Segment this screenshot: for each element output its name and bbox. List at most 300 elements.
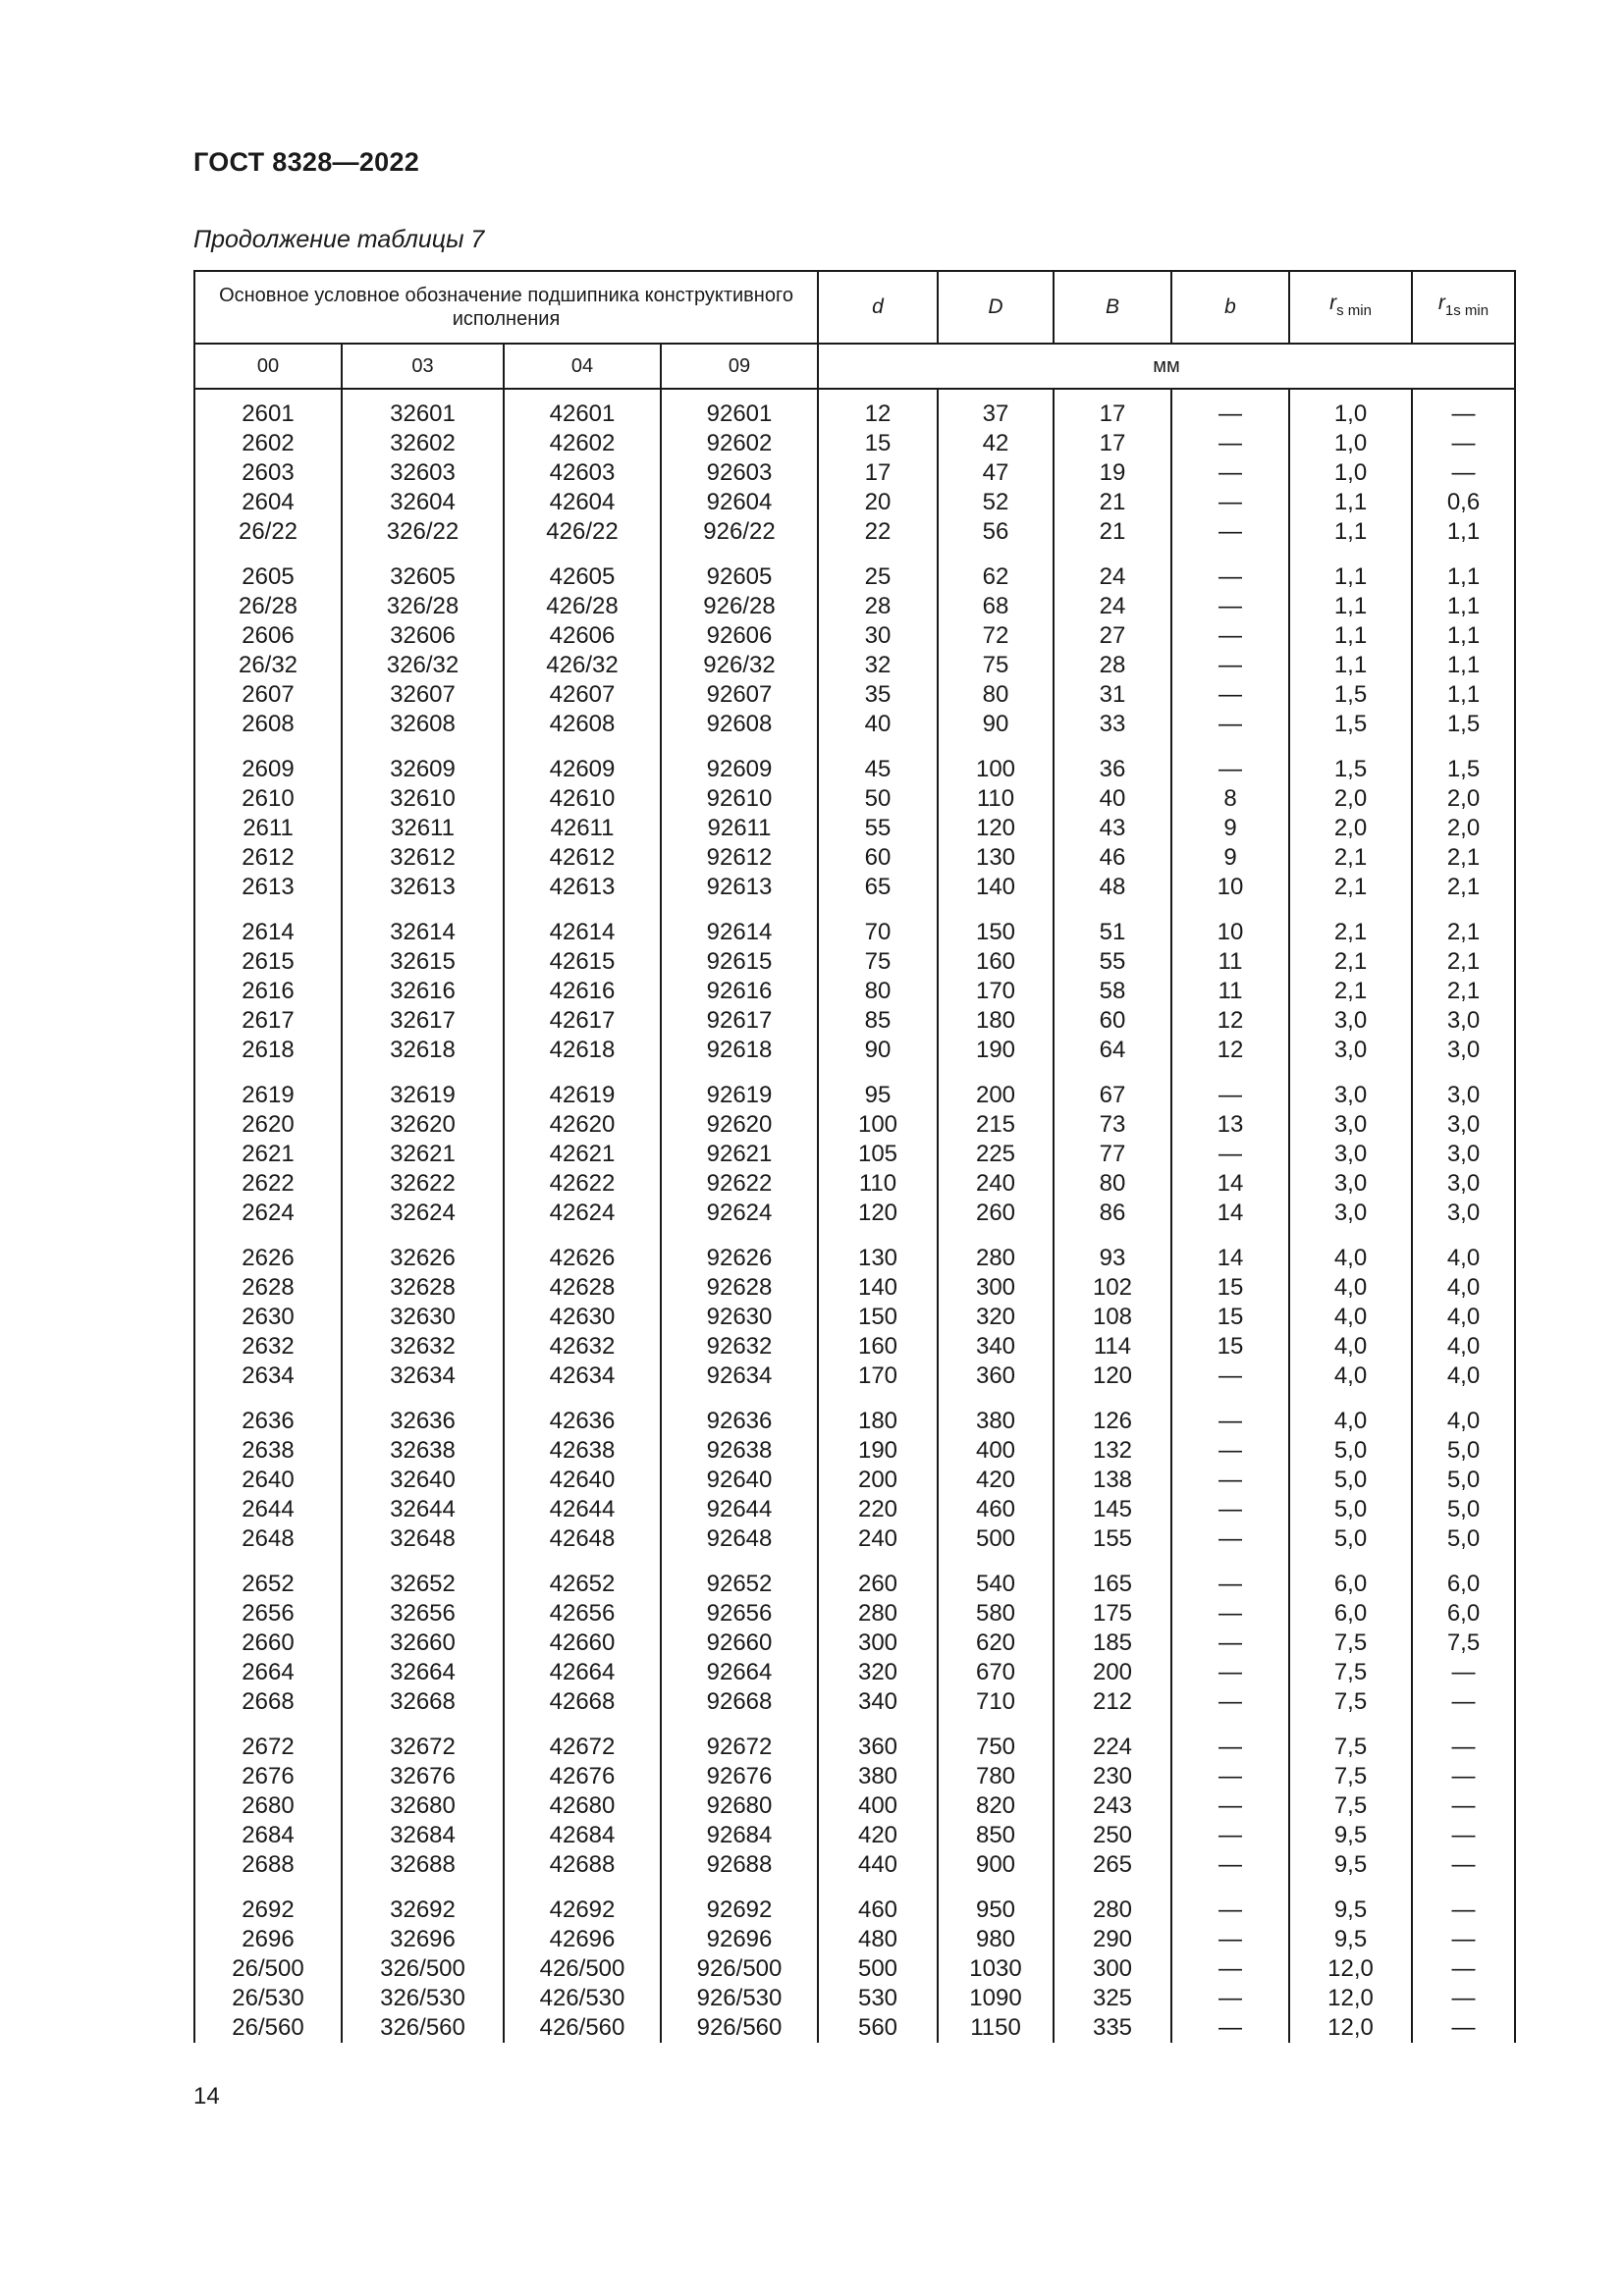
col-d-cell: 25 <box>818 562 938 592</box>
col-04-cell: 42608 <box>504 710 661 739</box>
col-09-cell: 92622 <box>661 1169 818 1199</box>
col-09-cell: 92617 <box>661 1006 818 1036</box>
col-09-cell: 92609 <box>661 755 818 784</box>
col-d-cell: 17 <box>818 458 938 488</box>
col-r1s-min-cell: — <box>1412 1687 1515 1717</box>
col-b-cell: — <box>1171 400 1289 429</box>
col-03-cell: 32607 <box>342 680 504 710</box>
col-r1s-min-cell: 2,1 <box>1412 947 1515 977</box>
table-row <box>194 1850 1515 1880</box>
col-r1s-min-cell: 3,0 <box>1412 1140 1515 1169</box>
table-row <box>194 1658 1515 1687</box>
col-03-cell: 32632 <box>342 1332 504 1362</box>
table-row <box>194 843 1515 873</box>
table-row <box>194 1733 1515 1762</box>
col-d-cell: 20 <box>818 488 938 517</box>
col-r1s-min-cell: 3,0 <box>1412 1081 1515 1110</box>
col-00-cell: 2602 <box>194 429 342 458</box>
table-row <box>194 592 1515 621</box>
col-b-cell: — <box>1171 1925 1289 1954</box>
table-body <box>194 389 1515 2043</box>
col-00-cell: 2609 <box>194 755 342 784</box>
table-row <box>194 2013 1515 2043</box>
col-04-cell: 42664 <box>504 1658 661 1687</box>
col-r1s-min-cell: 1,1 <box>1412 517 1515 547</box>
document-header: ГОСТ 8328—2022 <box>193 147 420 177</box>
col-b-cell: — <box>1171 1436 1289 1466</box>
col-00-cell: 2626 <box>194 1244 342 1273</box>
table-row <box>194 458 1515 488</box>
col-09-cell: 92648 <box>661 1524 818 1554</box>
col-rs-min-cell: 1,1 <box>1289 562 1412 592</box>
col-04-cell: 426/28 <box>504 592 661 621</box>
col-D-cell: 620 <box>938 1629 1054 1658</box>
col-09-cell: 92618 <box>661 1036 818 1065</box>
col-r1s-min-cell: 3,0 <box>1412 1169 1515 1199</box>
col-B-cell: 33 <box>1054 710 1171 739</box>
col-09-cell: 926/530 <box>661 1984 818 2013</box>
col-b-cell: — <box>1171 755 1289 784</box>
col-d-cell: 22 <box>818 517 938 547</box>
col-B-cell: 300 <box>1054 1954 1171 1984</box>
col-b-cell: — <box>1171 458 1289 488</box>
col-D-cell: 540 <box>938 1570 1054 1599</box>
col-d-cell: 75 <box>818 947 938 977</box>
col-B-cell: 80 <box>1054 1169 1171 1199</box>
col-rs-min-cell: 1,5 <box>1289 755 1412 784</box>
col-00-cell: 2636 <box>194 1407 342 1436</box>
col-rs-min-cell: 1,1 <box>1289 651 1412 680</box>
col-b-cell: — <box>1171 1762 1289 1791</box>
col-r1s-min-cell: 1,5 <box>1412 755 1515 784</box>
col-D-cell: 130 <box>938 843 1054 873</box>
col-04-cell: 42656 <box>504 1599 661 1629</box>
col-rs-min-cell: 9,5 <box>1289 1850 1412 1880</box>
table-row <box>194 1169 1515 1199</box>
table-row <box>194 1687 1515 1717</box>
col-D-cell: 320 <box>938 1303 1054 1332</box>
col-00-cell: 2664 <box>194 1658 342 1687</box>
col-03-cell: 32615 <box>342 947 504 977</box>
col-04-cell: 42612 <box>504 843 661 873</box>
col-04-cell: 42684 <box>504 1821 661 1850</box>
col-B-cell: 36 <box>1054 755 1171 784</box>
col-r1s-min-cell: 1,5 <box>1412 710 1515 739</box>
col-04-cell: 42603 <box>504 458 661 488</box>
col-d-cell: 150 <box>818 1303 938 1332</box>
table-row <box>194 400 1515 429</box>
col-04-cell: 42610 <box>504 784 661 814</box>
page-number: 14 <box>193 2083 220 2109</box>
col-r1s-min-cell: — <box>1412 1762 1515 1791</box>
col-B-cell: 175 <box>1054 1599 1171 1629</box>
col-r1s-min-cell: — <box>1412 1791 1515 1821</box>
col-r1s-min-cell: — <box>1412 1954 1515 1984</box>
col-09-cell: 926/500 <box>661 1954 818 1984</box>
col-04-cell: 42616 <box>504 977 661 1006</box>
col-b-cell: — <box>1171 1850 1289 1880</box>
col-00-cell: 2617 <box>194 1006 342 1036</box>
header-b: b <box>1171 271 1289 344</box>
col-rs-min-cell: 4,0 <box>1289 1332 1412 1362</box>
col-r1s-min-cell: — <box>1412 1821 1515 1850</box>
col-09-cell: 92603 <box>661 458 818 488</box>
col-00-cell: 2616 <box>194 977 342 1006</box>
table-row <box>194 1332 1515 1362</box>
col-rs-min-cell: 5,0 <box>1289 1466 1412 1495</box>
col-B-cell: 31 <box>1054 680 1171 710</box>
col-04-cell: 42688 <box>504 1850 661 1880</box>
col-B-cell: 19 <box>1054 458 1171 488</box>
col-D-cell: 280 <box>938 1244 1054 1273</box>
col-r1s-min-cell: 3,0 <box>1412 1110 1515 1140</box>
col-03-cell: 32660 <box>342 1629 504 1658</box>
col-D-cell: 200 <box>938 1081 1054 1110</box>
col-D-cell: 400 <box>938 1436 1054 1466</box>
col-03-cell: 32630 <box>342 1303 504 1332</box>
col-00-cell: 2640 <box>194 1466 342 1495</box>
col-d-cell: 85 <box>818 1006 938 1036</box>
table-row <box>194 1821 1515 1850</box>
col-b-cell: 11 <box>1171 947 1289 977</box>
col-rs-min-cell: 3,0 <box>1289 1006 1412 1036</box>
col-B-cell: 46 <box>1054 843 1171 873</box>
col-04-cell: 426/560 <box>504 2013 661 2043</box>
bearing-table <box>193 270 1516 2043</box>
col-00-cell: 2684 <box>194 1821 342 1850</box>
col-00-cell: 2692 <box>194 1896 342 1925</box>
col-04-cell: 42619 <box>504 1081 661 1110</box>
col-D-cell: 820 <box>938 1791 1054 1821</box>
col-09-cell: 92616 <box>661 977 818 1006</box>
col-04-cell: 42609 <box>504 755 661 784</box>
col-03-cell: 32652 <box>342 1570 504 1599</box>
table-row <box>194 1081 1515 1110</box>
col-00-cell: 2618 <box>194 1036 342 1065</box>
col-rs-min-cell: 3,0 <box>1289 1140 1412 1169</box>
col-09-cell: 92644 <box>661 1495 818 1524</box>
col-03-cell: 32612 <box>342 843 504 873</box>
col-04-cell: 42660 <box>504 1629 661 1658</box>
col-b-cell: — <box>1171 1140 1289 1169</box>
col-b-cell: — <box>1171 1362 1289 1391</box>
subheader-00: 00 <box>194 344 342 389</box>
col-d-cell: 140 <box>818 1273 938 1303</box>
col-03-cell: 32676 <box>342 1762 504 1791</box>
table-row <box>194 1407 1515 1436</box>
col-d-cell: 260 <box>818 1570 938 1599</box>
col-00-cell: 2668 <box>194 1687 342 1717</box>
table-row <box>194 784 1515 814</box>
col-09-cell: 926/22 <box>661 517 818 547</box>
col-D-cell: 150 <box>938 918 1054 947</box>
col-rs-min-cell: 7,5 <box>1289 1762 1412 1791</box>
designation-group-header: Основное условное обозначение подшипника конструктивного исполнения <box>194 271 818 344</box>
table-row <box>194 1036 1515 1065</box>
col-rs-min-cell: 1,1 <box>1289 592 1412 621</box>
col-D-cell: 900 <box>938 1850 1054 1880</box>
col-rs-min-cell: 1,5 <box>1289 680 1412 710</box>
col-rs-min-cell: 7,5 <box>1289 1658 1412 1687</box>
col-03-cell: 32618 <box>342 1036 504 1065</box>
col-09-cell: 92676 <box>661 1762 818 1791</box>
col-r1s-min-cell: — <box>1412 1850 1515 1880</box>
col-00-cell: 2601 <box>194 400 342 429</box>
col-rs-min-cell: 9,5 <box>1289 1821 1412 1850</box>
col-00-cell: 2696 <box>194 1925 342 1954</box>
col-09-cell: 92607 <box>661 680 818 710</box>
col-03-cell: 326/22 <box>342 517 504 547</box>
col-09-cell: 92684 <box>661 1821 818 1850</box>
col-04-cell: 42624 <box>504 1199 661 1228</box>
col-09-cell: 92668 <box>661 1687 818 1717</box>
col-b-cell: — <box>1171 1570 1289 1599</box>
col-04-cell: 42634 <box>504 1362 661 1391</box>
col-d-cell: 105 <box>818 1140 938 1169</box>
col-b-cell: — <box>1171 1791 1289 1821</box>
col-d-cell: 28 <box>818 592 938 621</box>
col-09-cell: 926/28 <box>661 592 818 621</box>
col-00-cell: 2606 <box>194 621 342 651</box>
col-r1s-min-cell: 4,0 <box>1412 1244 1515 1273</box>
col-r1s-min-cell: — <box>1412 1925 1515 1954</box>
col-09-cell: 92696 <box>661 1925 818 1954</box>
col-D-cell: 710 <box>938 1687 1054 1717</box>
table-row <box>194 977 1515 1006</box>
col-rs-min-cell: 2,0 <box>1289 784 1412 814</box>
col-03-cell: 32619 <box>342 1081 504 1110</box>
col-04-cell: 42614 <box>504 918 661 947</box>
col-D-cell: 52 <box>938 488 1054 517</box>
col-00-cell: 26/22 <box>194 517 342 547</box>
col-D-cell: 500 <box>938 1524 1054 1554</box>
col-09-cell: 92630 <box>661 1303 818 1332</box>
col-r1s-min-cell: 2,1 <box>1412 977 1515 1006</box>
col-d-cell: 65 <box>818 873 938 902</box>
col-04-cell: 42604 <box>504 488 661 517</box>
col-b-cell: — <box>1171 1524 1289 1554</box>
col-09-cell: 92656 <box>661 1599 818 1629</box>
col-09-cell: 92660 <box>661 1629 818 1658</box>
table-row <box>194 1954 1515 1984</box>
subheader-03: 03 <box>342 344 504 389</box>
col-b-cell: 9 <box>1171 843 1289 873</box>
col-B-cell: 138 <box>1054 1466 1171 1495</box>
col-r1s-min-cell: — <box>1412 1984 1515 2013</box>
col-00-cell: 2652 <box>194 1570 342 1599</box>
col-r1s-min-cell: — <box>1412 1658 1515 1687</box>
col-d-cell: 40 <box>818 710 938 739</box>
col-04-cell: 42630 <box>504 1303 661 1332</box>
col-D-cell: 170 <box>938 977 1054 1006</box>
table-row <box>194 1006 1515 1036</box>
col-D-cell: 340 <box>938 1332 1054 1362</box>
col-d-cell: 80 <box>818 977 938 1006</box>
col-04-cell: 42626 <box>504 1244 661 1273</box>
col-rs-min-cell: 2,1 <box>1289 977 1412 1006</box>
col-rs-min-cell: 12,0 <box>1289 1954 1412 1984</box>
col-b-cell: — <box>1171 710 1289 739</box>
col-09-cell: 92626 <box>661 1244 818 1273</box>
col-00-cell: 26/32 <box>194 651 342 680</box>
col-04-cell: 42605 <box>504 562 661 592</box>
col-B-cell: 145 <box>1054 1495 1171 1524</box>
col-09-cell: 92608 <box>661 710 818 739</box>
col-r1s-min-cell: 4,0 <box>1412 1332 1515 1362</box>
col-rs-min-cell: 12,0 <box>1289 1984 1412 2013</box>
col-b-cell: — <box>1171 488 1289 517</box>
table-row <box>194 1791 1515 1821</box>
col-04-cell: 42680 <box>504 1791 661 1821</box>
col-09-cell: 92664 <box>661 1658 818 1687</box>
col-d-cell: 240 <box>818 1524 938 1554</box>
col-B-cell: 73 <box>1054 1110 1171 1140</box>
col-rs-min-cell: 3,0 <box>1289 1169 1412 1199</box>
col-rs-min-cell: 3,0 <box>1289 1110 1412 1140</box>
col-r1s-min-cell: 1,1 <box>1412 680 1515 710</box>
table-row <box>194 680 1515 710</box>
col-B-cell: 120 <box>1054 1362 1171 1391</box>
col-rs-min-cell: 3,0 <box>1289 1199 1412 1228</box>
col-r1s-min-cell: 5,0 <box>1412 1466 1515 1495</box>
col-B-cell: 290 <box>1054 1925 1171 1954</box>
col-b-cell: — <box>1171 1407 1289 1436</box>
col-rs-min-cell: 1,0 <box>1289 429 1412 458</box>
col-09-cell: 92619 <box>661 1081 818 1110</box>
col-03-cell: 32638 <box>342 1436 504 1466</box>
col-D-cell: 140 <box>938 873 1054 902</box>
col-B-cell: 17 <box>1054 400 1171 429</box>
col-b-cell: 14 <box>1171 1199 1289 1228</box>
col-B-cell: 250 <box>1054 1821 1171 1850</box>
col-04-cell: 42696 <box>504 1925 661 1954</box>
col-09-cell: 92672 <box>661 1733 818 1762</box>
col-rs-min-cell: 2,1 <box>1289 873 1412 902</box>
col-09-cell: 92636 <box>661 1407 818 1436</box>
col-00-cell: 26/500 <box>194 1954 342 1984</box>
col-b-cell: — <box>1171 1466 1289 1495</box>
col-D-cell: 80 <box>938 680 1054 710</box>
col-rs-min-cell: 6,0 <box>1289 1599 1412 1629</box>
col-03-cell: 32609 <box>342 755 504 784</box>
col-b-cell: — <box>1171 517 1289 547</box>
col-09-cell: 92624 <box>661 1199 818 1228</box>
col-b-cell: — <box>1171 1495 1289 1524</box>
col-D-cell: 750 <box>938 1733 1054 1762</box>
col-03-cell: 32611 <box>342 814 504 843</box>
col-B-cell: 48 <box>1054 873 1171 902</box>
col-D-cell: 160 <box>938 947 1054 977</box>
col-d-cell: 180 <box>818 1407 938 1436</box>
col-09-cell: 92602 <box>661 429 818 458</box>
col-rs-min-cell: 7,5 <box>1289 1791 1412 1821</box>
col-03-cell: 32603 <box>342 458 504 488</box>
col-03-cell: 32636 <box>342 1407 504 1436</box>
col-r1s-min-cell: 2,0 <box>1412 784 1515 814</box>
col-b-cell: 15 <box>1171 1332 1289 1362</box>
col-04-cell: 42636 <box>504 1407 661 1436</box>
col-d-cell: 380 <box>818 1762 938 1791</box>
table-row <box>194 873 1515 902</box>
col-B-cell: 114 <box>1054 1332 1171 1362</box>
col-D-cell: 47 <box>938 458 1054 488</box>
col-B-cell: 21 <box>1054 517 1171 547</box>
col-D-cell: 68 <box>938 592 1054 621</box>
table-row <box>194 1896 1515 1925</box>
col-03-cell: 32640 <box>342 1466 504 1495</box>
col-B-cell: 28 <box>1054 651 1171 680</box>
col-d-cell: 70 <box>818 918 938 947</box>
col-b-cell: — <box>1171 2013 1289 2043</box>
col-b-cell: — <box>1171 1629 1289 1658</box>
col-09-cell: 92638 <box>661 1436 818 1466</box>
col-D-cell: 980 <box>938 1925 1054 1954</box>
col-03-cell: 326/500 <box>342 1954 504 1984</box>
col-B-cell: 243 <box>1054 1791 1171 1821</box>
col-rs-min-cell: 3,0 <box>1289 1036 1412 1065</box>
col-rs-min-cell: 1,5 <box>1289 710 1412 739</box>
col-B-cell: 325 <box>1054 1984 1171 2013</box>
col-00-cell: 2608 <box>194 710 342 739</box>
col-00-cell: 2612 <box>194 843 342 873</box>
col-09-cell: 92601 <box>661 400 818 429</box>
col-D-cell: 1030 <box>938 1954 1054 1984</box>
col-09-cell: 92620 <box>661 1110 818 1140</box>
col-00-cell: 2676 <box>194 1762 342 1791</box>
col-b-cell: — <box>1171 1984 1289 2013</box>
col-d-cell: 220 <box>818 1495 938 1524</box>
col-B-cell: 24 <box>1054 592 1171 621</box>
table-row <box>194 1599 1515 1629</box>
col-D-cell: 190 <box>938 1036 1054 1065</box>
col-04-cell: 42611 <box>504 814 661 843</box>
table-row <box>194 1436 1515 1466</box>
col-r1s-min-cell: 2,0 <box>1412 814 1515 843</box>
col-D-cell: 260 <box>938 1199 1054 1228</box>
col-09-cell: 926/560 <box>661 2013 818 2043</box>
col-00-cell: 2688 <box>194 1850 342 1880</box>
col-rs-min-cell: 2,1 <box>1289 843 1412 873</box>
col-r1s-min-cell: 0,6 <box>1412 488 1515 517</box>
col-D-cell: 580 <box>938 1599 1054 1629</box>
col-d-cell: 190 <box>818 1436 938 1466</box>
col-rs-min-cell: 2,1 <box>1289 918 1412 947</box>
col-04-cell: 42640 <box>504 1466 661 1495</box>
col-00-cell: 2660 <box>194 1629 342 1658</box>
col-00-cell: 2622 <box>194 1169 342 1199</box>
col-D-cell: 75 <box>938 651 1054 680</box>
col-rs-min-cell: 2,0 <box>1289 814 1412 843</box>
col-03-cell: 32601 <box>342 400 504 429</box>
col-03-cell: 32656 <box>342 1599 504 1629</box>
col-00-cell: 26/28 <box>194 592 342 621</box>
col-rs-min-cell: 7,5 <box>1289 1629 1412 1658</box>
col-d-cell: 560 <box>818 2013 938 2043</box>
subheader-04: 04 <box>504 344 661 389</box>
table-row <box>194 517 1515 547</box>
col-03-cell: 32620 <box>342 1110 504 1140</box>
col-d-cell: 110 <box>818 1169 938 1199</box>
col-rs-min-cell: 4,0 <box>1289 1244 1412 1273</box>
col-rs-min-cell: 9,5 <box>1289 1896 1412 1925</box>
col-b-cell: 10 <box>1171 918 1289 947</box>
col-b-cell: 15 <box>1171 1273 1289 1303</box>
col-03-cell: 326/28 <box>342 592 504 621</box>
col-d-cell: 480 <box>818 1925 938 1954</box>
col-b-cell: — <box>1171 1821 1289 1850</box>
col-B-cell: 60 <box>1054 1006 1171 1036</box>
col-B-cell: 67 <box>1054 1081 1171 1110</box>
